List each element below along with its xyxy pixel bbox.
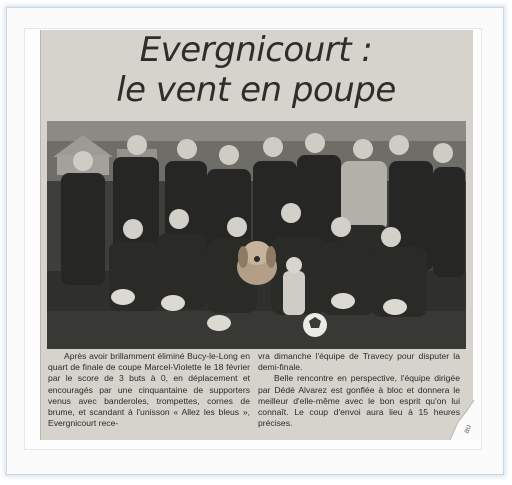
headline-line-2: le vent en poupe (116, 70, 396, 110)
headline (40, 30, 472, 110)
team-photo-illustration (47, 121, 466, 349)
article-column-left: Après avoir brillamment éliminé Bucy-le-Long en quart de finale de coupe Marcel-Violette le 18 février par le score de 3 buts à 0, en déplacement et encouragés par une cinquantaine de supporters venus avec banderoles, trompettes, cornes de brume, et scandant à l'unisson « Allez les bleus », Evergnicourt rece- (48, 351, 250, 429)
article-body (48, 351, 468, 435)
torn-corner (444, 400, 480, 440)
article-column-right (258, 351, 460, 429)
article-paragraph-2: Belle rencontre en perspective, l'équipe dirigée par Dédé Alvarez est gonflée à bloc et donnera le meilleur d'elle-même avec le bon esprit qu'on lui connaît. Le coup d'envoi aura lieu à 15 heures précises. (258, 373, 460, 429)
headline-line-1: Evergnicourt : (139, 30, 373, 70)
torn-corner-text: au (461, 423, 473, 435)
article-paragraph-continuation: vra dimanche l'équipe de Travecy pour disputer la demi-finale. (258, 351, 460, 373)
team-photo (47, 121, 466, 349)
